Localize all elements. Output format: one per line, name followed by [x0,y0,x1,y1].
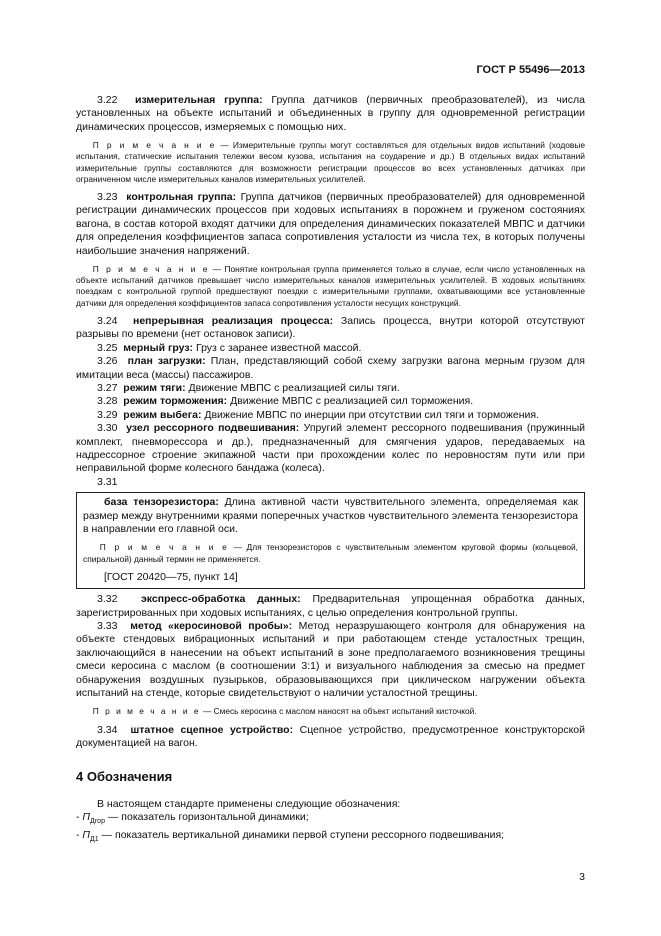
document-header: ГОСТ Р 55496—2013 [476,64,585,76]
entry-3-22: 3.22 измерительная группа: Группа датчиков (первичных преобразователей), из числа установленных на объекте испытаний и объединенных в группу для одновременной регистрации динамических процессов, измеряемых с помощью них. [76,94,585,133]
symbol-item: - $П_{Дгор}$ — показатель горизонтальной динамики; [76,811,309,826]
section-4-intro: В настоящем стандарте применены следующие обозначения: [97,797,401,810]
entry-3-24: 3.24 непрерывная реализация процесса: Запись процесса, внутри которой отсутствуют разрывы по времени (нет остановок записи). [76,314,585,341]
symbol-item: - $П_{Д1}$ — показатель вертикальной динамики первой ступени рессорного подвешивания; [76,828,505,843]
entry-3-31: база тензорезистора: Длина активной части чувствительного элемента, определяемая как размер между внутренними краями поперечных участков чувствительного элемента тензорезистора в направлении его главной оси. [83,496,579,535]
boxed-term-3-31 [76,492,585,589]
entry-3-25: 3.25 мерный груз: Груз с заранее известной массой. [97,341,362,354]
entry-3-31-number: 3.31 [97,475,118,488]
entry-3-28: 3.28 режим торможения: Движение МВПС с реализацией сил торможения. [97,395,474,408]
page-number: 3 [579,871,585,883]
entry-3-26: 3.26 план загрузки: План, представляющий собой схему загрузки вагона мерным грузом для имитации веса (массы) пассажиров. [76,355,585,381]
entry-3-32: 3.32 экспресс-обработка данных: Предварительная упрощенная обработка данных, зарегистрированных при ходовых испытаниях, с целью определения контрольной группы. [76,593,585,619]
entry-3-33: 3.33 метод «керосиновой пробы»: Метод неразрушающего контроля для обнаружения на объекте стендовых вибрационных испытаний и при работающем стенде усталостных трещин, заключающийся в нанесении на объект испытаний в зоне предполагаемого возникновения трещины смеси керосина с маслом (в соотношении 3:1) и визуального наблюдения за смесью на предмет обнаружения воздушных пузырьков, образовывающихся при циклическом нагружении объекта испытаний на стенде, которые свидетельствуют о наличии усталостной трещины. [76,620,585,700]
entry-3-29: 3.29 режим выбега: Движение МВПС по инерции при отсутствии сил тяги и торможения. [97,408,540,421]
note-3-33: П р и м е ч а н и е — Смесь керосина с маслом наносят на объект испытаний кисточкой. [92,706,477,717]
reference-3-31: [ГОСТ 20420—75, пункт 14] [104,570,238,583]
section-4-heading: 4 Обозначения [76,769,173,785]
entry-3-34: 3.34 штатное сцепное устройство: Сцепное устройство, предусмотренное конструкторской документацией на вагон. [76,723,585,750]
entry-3-30: 3.30 узел рессорного подвешивания: Упругий элемент рессорного подвешивания (пружинный комплект, пневморессора и др.), предназначенный для смягчения ударов, передаваемых на надрессорное строение экипажной части при прохождении колес по неровностям пути или при неправильной форме колесного бандажа (колеса). [76,422,585,475]
entry-3-27: 3.27 режим тяги: Движение МВПС с реализацией силы тяги. [97,381,400,394]
note-3-23: П р и м е ч а н и е — Понятие контрольная группа применяется только в случае, если число установленных на объекте испытаний датчиков превышает число измерительных каналов измерительных усилителей. В ходовых испытаниях поездкам с контрольной группой предшествуют поездки с измерительными группами, охватывающими все установленные датчики для определения коэффициентов запаса сопротивления усталости несущих конструкций. [76,264,585,308]
note-3-31: П р и м е ч а н и е — Для тензорезисторов с чувствительным элементом круговой формы (кольцевой, спиральной) данный термин не применяется. [83,542,578,564]
document-body [76,94,585,846]
note-3-22: П р и м е ч а н и е — Измерительные группы могут составляться для отдельных видов испытаний (ходовые испытания, статические испытания тележки весом кузова, испытания на соударение и др.) В отдельных видах испытаний измерительные группы составляются для возможности регистрации процессов во всех установленных датчиках при ограниченном числе измерительных каналов измерительных усилителей. [76,140,585,184]
entry-3-23: 3.23 контрольная группа: Группа датчиков (первичных преобразователей) для одновременной регистрации динамических процессов при ходовых испытаниях в порожнем и груженом состояниях вагона, в состав которой входят датчики для определения динамических показателей МВПС и датчики для определения коэффициентов запаса сопротивления усталости из числа тех, в которых получены наибольшие значения напряжений. [76,191,586,257]
